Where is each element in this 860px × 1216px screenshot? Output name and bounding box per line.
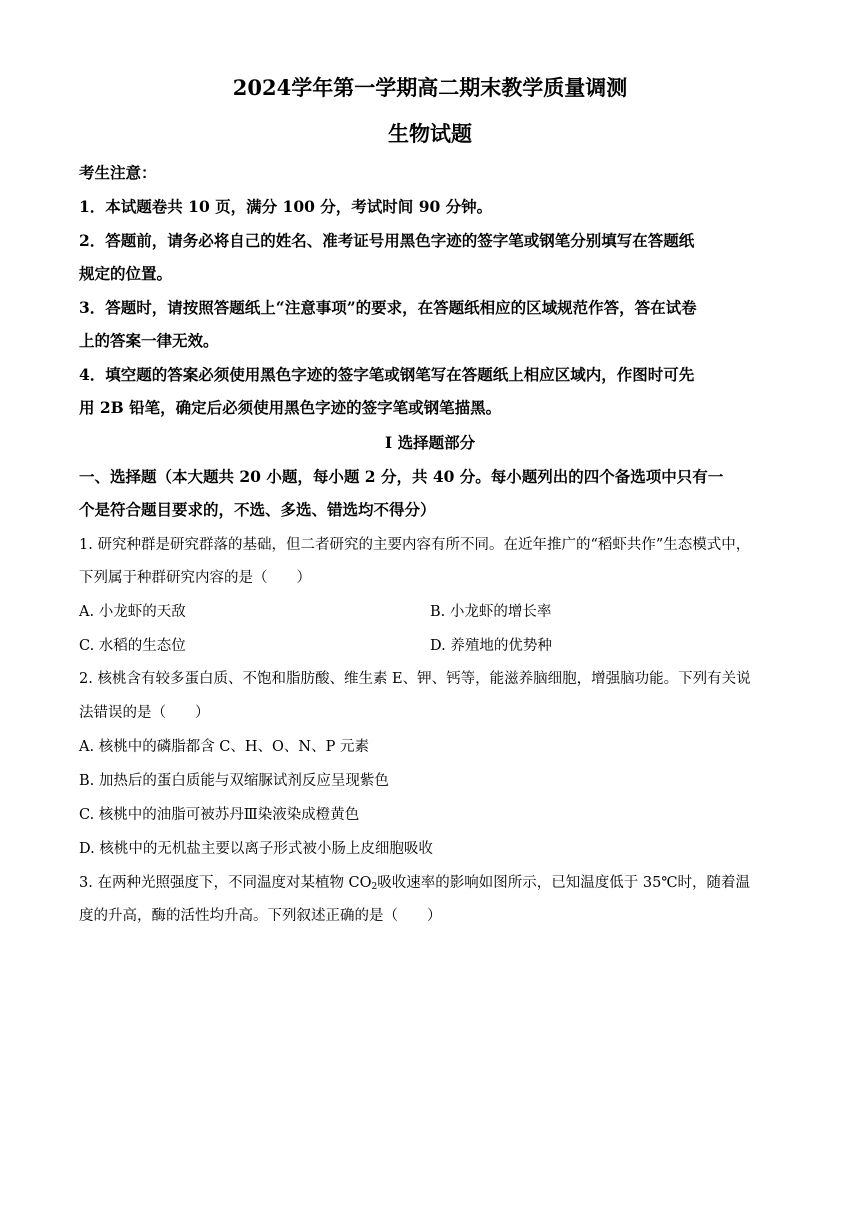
question-2-option-d: D. 核桃中的无机盐主要以离子形式被小肠上皮细胞吸收 (79, 841, 433, 857)
question-3-stem (79, 872, 750, 894)
notice-item-2: 2．答题前，请务必将自己的姓名、准考证号用黑色字迹的签字笔或钢笔分别填写在答题纸 (79, 231, 695, 250)
question-1-option-d: D. 养殖地的优势种 (430, 638, 552, 654)
notice-item-3-cont: 上的答案一律无效。 (79, 331, 219, 350)
exam-title: 2024学年第一学期高二期末教学质量调测 (232, 75, 628, 100)
notice-item-2-cont: 规定的位置。 (79, 264, 173, 283)
part-heading: I 选择题部分 (384, 433, 476, 452)
question-2-option-c: C. 核桃中的油脂可被苏丹Ⅲ染液染成橙黄色 (79, 807, 360, 823)
question-3-stem-cont: 度的升高，酶的活性均升高。下列叙述正确的是（ ） (79, 908, 442, 924)
notice-item-3: 3．答题时，请按照答题纸上“注意事项”的要求，在答题纸相应的区域规范作答，答在试卷 (79, 298, 697, 317)
notice-item-4: 4．填空题的答案必须使用黑色字迹的签字笔或钢笔写在答题纸上相应区域内，作图时可先 (79, 365, 695, 384)
notice-item-4-cont: 用 2B 铅笔，确定后必须使用黑色字迹的签字笔或钢笔描黑。 (79, 398, 502, 417)
question-3-stem-part-b: 吸收速率的影响如图所示，已知温度低于 35℃时，随着温 (377, 875, 751, 891)
question-1-option-a: A. 小龙虾的天敌 (79, 604, 186, 620)
question-2-stem-cont: 法错误的是（ ） (79, 705, 210, 721)
question-2-stem: 2. 核桃含有较多蛋白质、不饱和脂肪酸、维生素 E、钾、钙等，能滋养脑细胞，增强脑功能。下列有关说 (79, 671, 751, 687)
exam-subject-title: 生物试题 (388, 121, 472, 146)
question-3-stem-part-a: 3. 在两种光照强度下，不同温度对某植物 CO (79, 875, 372, 891)
question-2-option-b: B. 加热后的蛋白质能与双缩脲试剂反应呈现紫色 (79, 773, 389, 789)
question-1-option-c: C. 水稻的生态位 (79, 638, 186, 654)
section-heading: 一、选择题（本大题共 20 小题，每小题 2 分，共 40 分。每小题列出的四个备选项中只有一 (79, 467, 724, 486)
notice-heading: 考生注意： (79, 163, 157, 182)
question-1-stem: 1. 研究种群是研究群落的基础，但二者研究的主要内容有所不同。在近年推广的“稻虾共作”生态模式中， (79, 537, 751, 553)
question-1-option-b: B. 小龙虾的增长率 (430, 604, 552, 620)
section-heading-cont: 个是符合题目要求的，不选、多选、错选均不得分） (79, 500, 436, 519)
question-2-option-a: A. 核桃中的磷脂都含 C、H、O、N、P 元素 (79, 739, 369, 755)
notice-item-1: 1．本试题卷共 10 页，满分 100 分，考试时间 90 分钟。 (79, 197, 493, 216)
co2-subscript: 2 (371, 882, 378, 892)
question-1-stem-cont: 下列属于种群研究内容的是（ ） (79, 570, 311, 586)
